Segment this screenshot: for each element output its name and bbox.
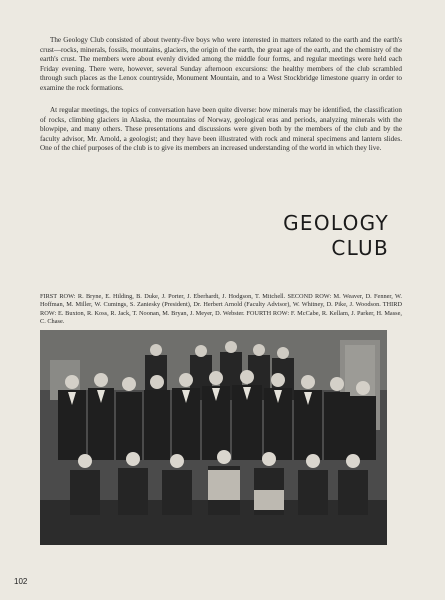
section-title-line-1: GEOLOGY — [283, 211, 389, 235]
article-paragraph-2: At regular meetings, the topics of conversation have been quite diverse: how minerals may be identified, the classification of rocks, climbing glaciers in Alaska, the mountains of Norway, geological eras and periods, analyzing minerals with the blowpipe, and many others. These presentations and discussions were given both by the members of the club and by the faculty advisor, Mr. Arnold, a geologist; and they have been illustrated with rock and mineral specimens and lantern slides. One of the chief purposes of the club is to give its members an increased understanding of the world in which they live. — [40, 106, 402, 153]
group-photo — [40, 330, 387, 545]
group-photo-illustration — [40, 330, 387, 545]
page-number: 102 — [14, 577, 28, 586]
photo-caption: FIRST ROW: R. Bryne, E. Hilding, B. Duke, J. Porter, J. Eberhardt, J. Hodgson, T. Mitchell. SECOND ROW: M. Weaver, D. Fenner, W. Hoffman, M. Miller, W. Cumings, S. Zaniesky (President), Dr. Herbert Arnold (Faculty Advisor), W. Whitney, D. Pike, J. Woodson. THIRD ROW: E. Buxton, R. Koss, R. Jack, T. Noonan, M. Bryan, J. Meyer, D. Webster. FOURTH ROW: F. McCabe, R. Kellam, J. Parker, H. Masse, C. Chase. — [40, 293, 402, 326]
article-paragraph-1: The Geology Club consisted of about twenty-five boys who were interested in matters related to the earth and the earth's crust—rocks, minerals, fossils, mountains, glaciers, the origin of the earth, the great age of the earth, and the chemistry of the earth's crust. The members were about evenly divided among the middle four forms, and regular meetings were held each Friday evening. There were, however, several Sunday afternoon excursions: the healthy members of the club scrambled through such places as the Lenox countryside, Monument Mountain, and to a West Stockbridge limestone quarry in order to examine the rock formations. — [40, 36, 402, 92]
section-title-line-2: CLUB — [331, 236, 389, 260]
